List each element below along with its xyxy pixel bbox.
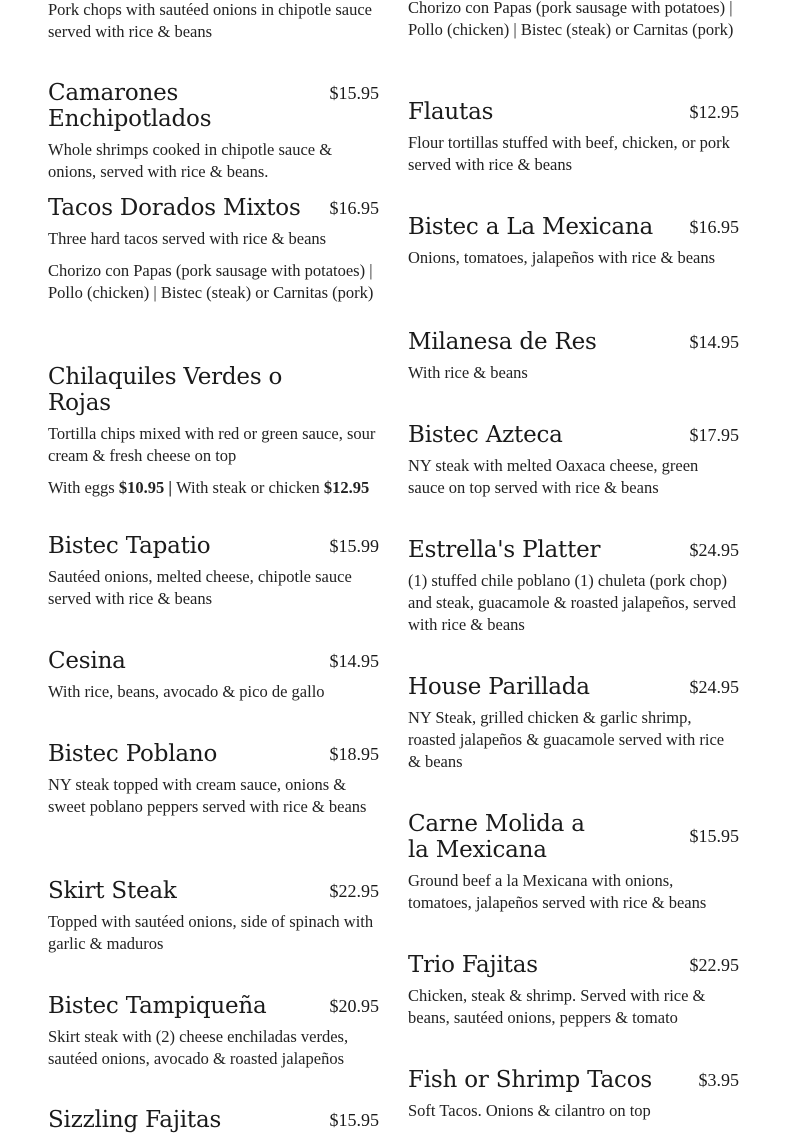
item-name: Estrella's Platter (408, 537, 601, 563)
menu-item (48, 648, 379, 703)
item-price: $15.99 (329, 536, 379, 556)
item-name: Fish or Shrimp Tacos (408, 1067, 652, 1093)
item-name: Trio Fajitas (408, 952, 538, 978)
option-price: $12.95 (323, 478, 370, 497)
item-description: Ground beef a la Mexicana with onions, tomatoes, jalapeños served with rice & beans (408, 871, 707, 912)
item-price: $14.95 (329, 651, 379, 671)
menu-item (48, 741, 379, 818)
menu-item (48, 1107, 379, 1133)
option-separator: | (164, 478, 177, 497)
menu-item (48, 195, 379, 304)
menu-item (48, 80, 379, 183)
item-description: With rice & beans (408, 363, 528, 382)
item-price: $17.95 (689, 425, 739, 445)
item-price: $12.95 (689, 102, 739, 122)
item-description: Skirt steak with (2) cheese enchiladas verdes, sautéed onions, avocado & roasted jalapeños (48, 1027, 349, 1068)
item-description: Whole shrimps cooked in chipotle sauce & onions, served with rice & beans. (48, 140, 333, 181)
item-price: $16.95 (689, 217, 739, 237)
item-description: NY Steak, grilled chicken & garlic shrimp, roasted jalapeños & guacamole served with rice & beans (408, 708, 725, 771)
menu-item (408, 422, 739, 499)
item-name: Tacos Dorados Mixtos (48, 195, 301, 221)
item-name: Cesina (48, 648, 126, 674)
menu-item (408, 537, 739, 636)
menu-item (48, 878, 379, 955)
item-price: $14.95 (689, 332, 739, 352)
item-description: NY steak topped with cream sauce, onions & sweet poblano peppers served with rice & beans (48, 775, 367, 816)
item-price: $18.95 (329, 744, 379, 764)
item-price: $20.95 (329, 996, 379, 1016)
menu-item-fragment (408, 0, 739, 41)
menu-item (408, 674, 739, 773)
item-name: Carne Molida a la Mexicana (408, 811, 585, 863)
item-name: Bistec Tampiqueña (48, 993, 267, 1019)
item-name: Bistec Poblano (48, 741, 218, 767)
item-description: Topped with sautéed onions, side of spinach with garlic & maduros (48, 912, 374, 953)
item-name: Sizzling Fajitas (48, 1107, 222, 1133)
option-label: With steak or chicken (176, 478, 324, 497)
menu-item (48, 364, 379, 499)
item-price: $22.95 (329, 881, 379, 901)
item-description: Tortilla chips mixed with red or green sauce, sour cream & fresh cheese on top (48, 424, 376, 465)
item-name: Flautas (408, 99, 494, 125)
item-description: Sautéed onions, melted cheese, chipotle sauce served with rice & beans (48, 567, 352, 608)
item-price: $15.95 (329, 1110, 379, 1130)
menu-item (408, 329, 739, 384)
item-name: Bistec Azteca (408, 422, 563, 448)
menu-item (408, 952, 739, 1029)
menu-item (408, 214, 739, 269)
menu-item (408, 811, 739, 914)
item-options (48, 477, 379, 499)
item-name: Skirt Steak (48, 878, 177, 904)
item-price: $15.95 (329, 83, 379, 103)
item-description: Pork chops with sautéed onions in chipotle sauce served with rice & beans (48, 0, 372, 41)
item-description: NY steak with melted Oaxaca cheese, green sauce on top served with rice & beans (408, 456, 699, 497)
menu-item (48, 533, 379, 610)
item-name: Bistec Tapatio (48, 533, 211, 559)
menu-item (408, 1067, 739, 1122)
item-name: Camarones Enchipotlados (48, 80, 212, 132)
option-label: With eggs (48, 478, 119, 497)
item-name: Chilaquiles Verdes o Rojas (48, 364, 283, 416)
item-price: $24.95 (689, 540, 739, 560)
item-price: $24.95 (689, 677, 739, 697)
item-description: Flour tortillas stuffed with beef, chicken, or pork served with rice & beans (408, 133, 730, 174)
item-description: Chicken, steak & shrimp. Served with rice & beans, sautéed onions, peppers & tomato (408, 986, 706, 1027)
item-name: Bistec a La Mexicana (408, 214, 654, 240)
menu-item (48, 993, 379, 1070)
item-price: $22.95 (689, 955, 739, 975)
item-description: Soft Tacos. Onions & cilantro on top (408, 1101, 651, 1120)
item-description: Onions, tomatoes, jalapeños with rice & beans (408, 248, 716, 267)
menu-item-fragment (48, 0, 379, 43)
item-options: Chorizo con Papas (pork sausage with potatoes) | Pollo (chicken) | Bistec (steak) or Carnitas (pork) (48, 261, 374, 302)
item-description: With rice, beans, avocado & pico de gallo (48, 682, 325, 701)
item-price: $3.95 (698, 1070, 739, 1090)
menu-item (408, 99, 739, 176)
item-name: House Parillada (408, 674, 590, 700)
item-options: Chorizo con Papas (pork sausage with potatoes) | Pollo (chicken) | Bistec (steak) or Carnitas (pork) (408, 0, 734, 39)
item-name: Milanesa de Res (408, 329, 597, 355)
item-description: Three hard tacos served with rice & beans (48, 229, 327, 248)
item-price: $15.95 (689, 826, 739, 846)
item-description: (1) stuffed chile poblano (1) chuleta (pork chop) and steak, guacamole & roasted jalapeños, served with rice & beans (408, 571, 737, 634)
option-price: $10.95 (118, 478, 165, 497)
item-price: $16.95 (329, 198, 379, 218)
